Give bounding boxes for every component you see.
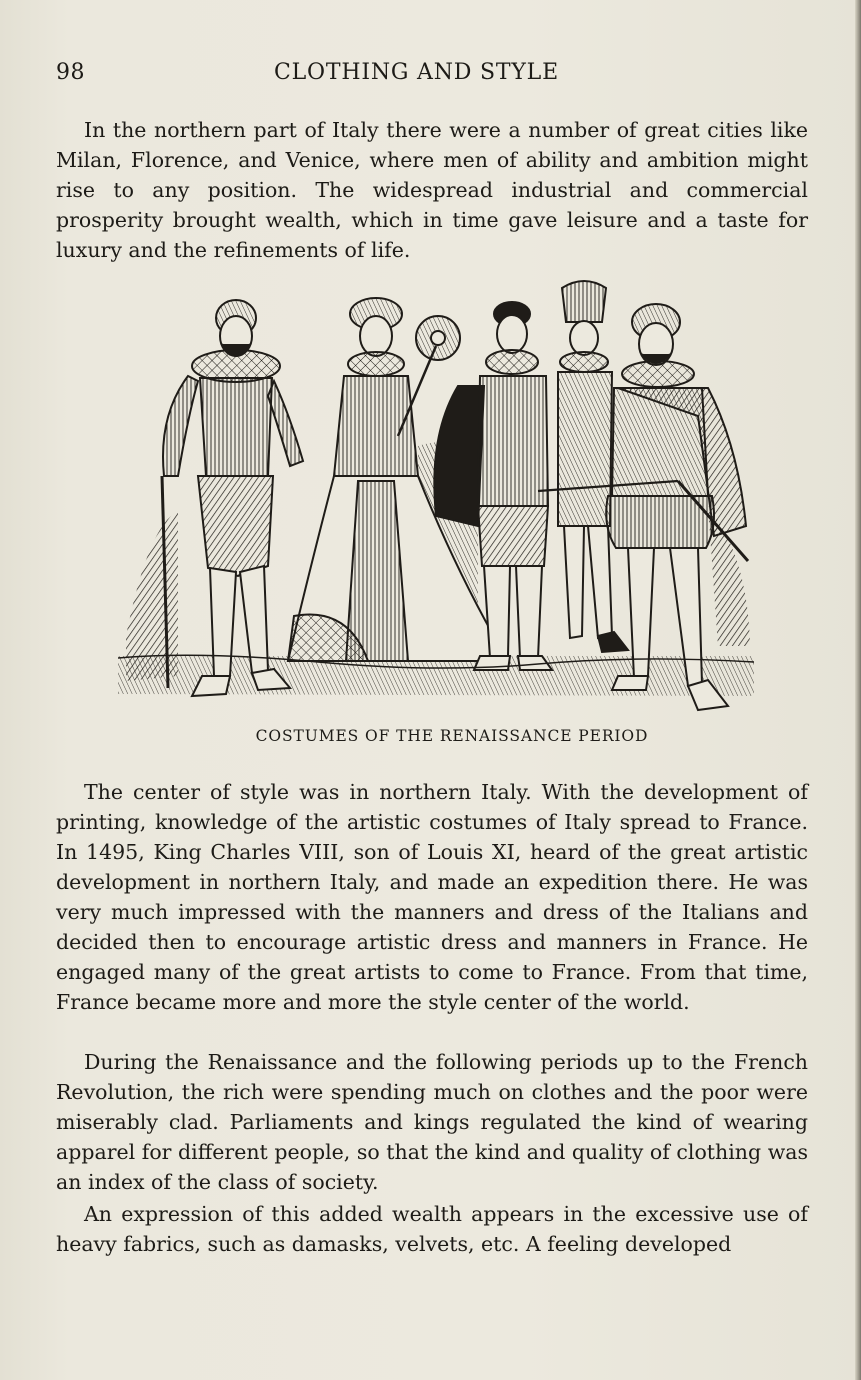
- paragraph-renaissance-classes: During the Renaissance and the following periods up to the French Revolution, the rich were spending much on clothes and the poor were miserably clad. Parliaments and kings regulated the kind of wearing apparel for different people, so that the kind and quality of clothing was an index of the class of society.: [56, 1050, 808, 1194]
- running-title: CLOTHING AND STYLE: [274, 60, 559, 85]
- figure-man-with-cane: [162, 300, 303, 696]
- figure-caption: COSTUMES OF THE RENAISSANCE PERIOD: [255, 727, 649, 745]
- paragraph-italian-cities: In the northern part of Italy there were a number of great cities like Milan, Florence, and Venice, where men of ability and ambition might rise to any position. The widespread industrial and commercial prosperity brought wealth, which in time gave leisure and a taste for luxury and the refinements of life.: [56, 118, 808, 262]
- running-head: [56, 60, 808, 94]
- page-number: 98: [56, 60, 85, 85]
- paragraph-added-wealth: An expression of this added wealth appears in the excessive use of heavy fabrics, such as damasks, velvets, etc. A feeling developed: [56, 1202, 808, 1256]
- renaissance-costumes-illustration: [118, 276, 754, 726]
- paragraph-center-of-style: The center of style was in northern Italy. With the development of printing, knowledge of the artistic costumes of Italy spread to France. In 1495, King Charles VIII, son of Louis XI, heard of the great artistic development in northern Italy, and made an expedition there. He was very much impressed with the manners and dress of the Italians and decided then to encourage artistic dress and manners in France. He engaged many of the great artists to come to France. From that time, France became more and more the style center of the world.: [56, 780, 808, 1014]
- page-edge-shadow: [855, 0, 861, 1380]
